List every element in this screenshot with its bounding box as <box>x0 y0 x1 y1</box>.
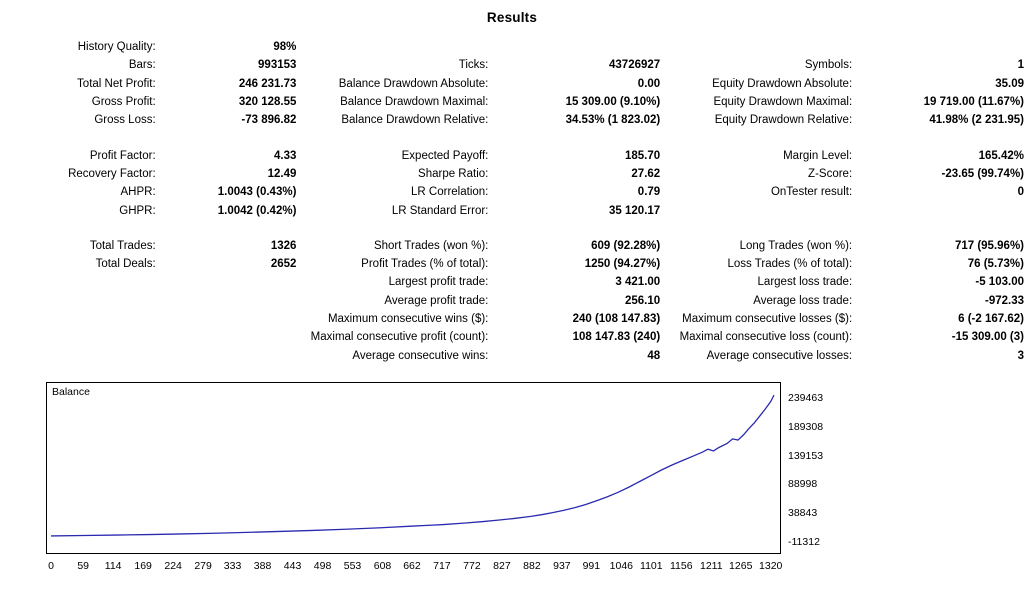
stat-value: 165.42% <box>978 149 1024 162</box>
x-tick-label: 882 <box>523 560 541 572</box>
stat-value: 0 <box>1017 186 1024 199</box>
stat-label: Margin Level: <box>783 149 853 162</box>
stats-row <box>0 237 1024 255</box>
x-tick-label: 388 <box>253 560 272 572</box>
stat-value: 12.49 <box>267 167 297 180</box>
stats-row <box>0 183 1024 201</box>
x-tick-label: 991 <box>582 560 601 572</box>
stat-value: 0.00 <box>637 77 661 90</box>
stat-value: 609 (92.28%) <box>591 239 661 252</box>
page-title: Results <box>486 10 538 25</box>
stat-value: 1 <box>1017 59 1024 72</box>
x-tick-label: 827 <box>493 560 511 572</box>
stat-label: Recovery Factor: <box>68 167 156 180</box>
stat-value <box>162 346 297 364</box>
x-tick-label: 662 <box>403 560 421 572</box>
stat-label: Expected Payoff: <box>401 149 489 162</box>
x-tick-label: 498 <box>313 560 332 572</box>
stat-label: Average profit trade: <box>384 294 489 307</box>
y-tick-label: 239463 <box>788 392 824 404</box>
chart-y-axis <box>788 382 868 554</box>
x-tick-label: 1156 <box>670 560 693 572</box>
stat-value: 246 231.73 <box>238 77 297 90</box>
x-tick-label: 772 <box>463 560 481 572</box>
stat-value: 35.09 <box>995 77 1024 90</box>
y-tick-label: 189308 <box>788 420 824 433</box>
stat-value <box>494 38 660 56</box>
stat-value: -23.65 (99.74%) <box>941 167 1024 180</box>
stat-label: GHPR: <box>119 204 156 217</box>
stat-value <box>162 273 297 291</box>
stat-label: Largest profit trade: <box>388 276 489 289</box>
stat-label: Total Deals: <box>95 258 156 271</box>
stats-row <box>0 38 1024 56</box>
y-tick-label: -11312 <box>788 536 820 548</box>
stat-label: AHPR: <box>120 186 156 199</box>
stat-label <box>0 310 162 328</box>
stats-row <box>0 310 1024 328</box>
stats-row <box>0 273 1024 291</box>
x-tick-label: 279 <box>194 560 212 572</box>
stat-label: Ticks: <box>458 59 489 72</box>
stat-label: Profit Trades (% of total): <box>361 258 489 271</box>
stat-value: 6 (-2 167.62) <box>958 313 1024 325</box>
stat-value: 41.98% (2 231.95) <box>929 114 1024 127</box>
stat-label: Loss Trades (% of total): <box>727 258 853 271</box>
stats-row <box>0 292 1024 310</box>
stat-value: 1250 (94.27%) <box>584 258 661 271</box>
stat-label: Balance Drawdown Relative: <box>341 114 489 127</box>
stat-value: 27.62 <box>631 167 661 180</box>
x-tick-label: 169 <box>134 560 152 572</box>
stat-value: 15 309.00 (9.10%) <box>565 96 661 109</box>
x-tick-label: 937 <box>553 560 571 572</box>
stat-label: Short Trades (won %): <box>373 239 489 252</box>
stat-value: 1.0042 (0.42%) <box>217 204 297 217</box>
statistics-table <box>0 38 1024 365</box>
stat-value <box>162 328 297 346</box>
stat-label: Average consecutive losses: <box>706 349 853 362</box>
stats-row <box>0 255 1024 273</box>
stats-row <box>0 75 1024 93</box>
y-tick-label: 139153 <box>788 449 824 462</box>
stat-value: 1326 <box>270 239 297 252</box>
stats-row <box>0 201 1024 219</box>
stat-value <box>162 292 297 310</box>
stat-value: 993153 <box>258 59 297 72</box>
stat-label: Maximum consecutive losses ($): <box>682 313 853 325</box>
chart-x-axis <box>46 560 806 576</box>
x-tick-label: 608 <box>373 560 392 572</box>
stat-value: 3 421.00 <box>615 276 661 289</box>
stat-label: Equity Drawdown Relative: <box>714 114 853 127</box>
stat-value: 1.0043 (0.43%) <box>217 186 297 199</box>
stat-value <box>858 201 1024 219</box>
stats-spacer-row <box>0 129 1024 146</box>
stats-row <box>0 346 1024 364</box>
x-tick-label: 59 <box>77 560 89 572</box>
stat-label: Maximal consecutive loss (count): <box>679 331 853 344</box>
stat-value: 19 719.00 (11.67%) <box>923 96 1024 109</box>
stat-label: Profit Factor: <box>89 149 156 162</box>
stat-label: Balance Drawdown Maximal: <box>340 96 489 109</box>
stat-value: 3 <box>1017 349 1024 362</box>
stats-row <box>0 165 1024 183</box>
stat-value: 98% <box>273 41 297 54</box>
x-tick-label: 717 <box>433 560 451 572</box>
y-tick-label: 88998 <box>788 478 818 491</box>
stat-value: 4.33 <box>274 149 297 162</box>
stat-value: 240 (108 147.83) <box>572 313 661 325</box>
chart-legend: Balance <box>52 386 90 398</box>
x-tick-label: 553 <box>343 560 362 572</box>
stat-label: Total Net Profit: <box>77 77 156 90</box>
x-tick-label: 224 <box>164 560 182 572</box>
stat-label: Z-Score: <box>808 167 853 180</box>
stat-label: Average consecutive wins: <box>352 349 489 362</box>
stat-label: Sharpe Ratio: <box>418 167 489 180</box>
x-tick-label: 114 <box>104 560 122 572</box>
stat-value: -15 309.00 (3) <box>951 331 1024 344</box>
y-tick-label: 38843 <box>788 507 818 520</box>
stat-value: -73 896.82 <box>241 114 297 127</box>
stat-label: LR Correlation: <box>411 186 489 199</box>
stats-grid <box>0 38 1024 365</box>
balance-chart <box>46 382 978 554</box>
stats-row <box>0 93 1024 111</box>
stats-row <box>0 146 1024 164</box>
stat-label: Equity Drawdown Maximal: <box>713 96 853 109</box>
stat-label: Equity Drawdown Absolute: <box>712 77 853 90</box>
stat-label: OnTester result: <box>770 186 853 199</box>
stat-value: -972.33 <box>984 294 1024 307</box>
stat-label: LR Standard Error: <box>391 204 489 217</box>
stat-label <box>0 346 162 364</box>
stat-label: Average loss trade: <box>753 294 853 307</box>
stat-value: 0.79 <box>637 186 661 199</box>
stat-label <box>296 38 494 56</box>
stats-spacer-cell <box>0 129 1024 146</box>
stat-label <box>0 292 162 310</box>
x-tick-label: 1211 <box>699 560 723 572</box>
stats-row <box>0 111 1024 129</box>
stat-value: 108 147.83 (240) <box>572 331 661 344</box>
stat-label: History Quality: <box>77 41 156 54</box>
stat-value: 185.70 <box>625 149 661 162</box>
stat-value: 76 (5.73%) <box>967 258 1024 271</box>
stat-value: 34.53% (1 823.02) <box>565 114 661 127</box>
stat-value: 43726927 <box>609 59 661 72</box>
x-tick-label: 0 <box>48 560 54 572</box>
stat-label <box>660 38 858 56</box>
x-tick-label: 1320 <box>759 560 783 572</box>
stat-label: Gross Profit: <box>91 96 156 109</box>
stat-label: Maximal consecutive profit (count): <box>310 331 489 344</box>
x-tick-label: 1046 <box>609 560 634 572</box>
stat-label: Gross Loss: <box>94 114 156 127</box>
stats-spacer-row <box>0 220 1024 237</box>
stat-value: 320 128.55 <box>238 96 297 109</box>
x-tick-label: 1265 <box>729 560 753 572</box>
stat-label: Symbols: <box>804 59 853 72</box>
stats-spacer-cell <box>0 220 1024 237</box>
stat-value <box>162 310 297 328</box>
chart-line-svg <box>47 383 780 553</box>
stat-value: 48 <box>647 349 661 362</box>
stat-value: 256.10 <box>625 294 661 307</box>
stat-value: -5 103.00 <box>975 276 1024 289</box>
stat-label <box>0 273 162 291</box>
stats-row <box>0 328 1024 346</box>
stat-label: Maximum consecutive wins ($): <box>327 313 489 325</box>
x-tick-label: 1101 <box>640 560 663 572</box>
stat-value: 717 (95.96%) <box>954 239 1024 252</box>
stat-label: Largest loss trade: <box>757 276 853 289</box>
chart-plot-area <box>46 382 781 554</box>
stat-label: Total Trades: <box>89 239 156 252</box>
stat-value <box>858 38 1024 56</box>
stat-label: Long Trades (won %): <box>739 239 853 252</box>
stats-row <box>0 56 1024 74</box>
x-tick-label: 333 <box>223 560 242 572</box>
stat-label <box>660 201 858 219</box>
stat-value: 2652 <box>270 258 297 271</box>
stat-value: 35 120.17 <box>609 204 661 217</box>
x-tick-label: 443 <box>283 560 302 572</box>
stat-label: Bars: <box>128 59 156 72</box>
stat-label: Balance Drawdown Absolute: <box>338 77 489 90</box>
balance-line <box>51 395 774 536</box>
stat-label <box>0 328 162 346</box>
